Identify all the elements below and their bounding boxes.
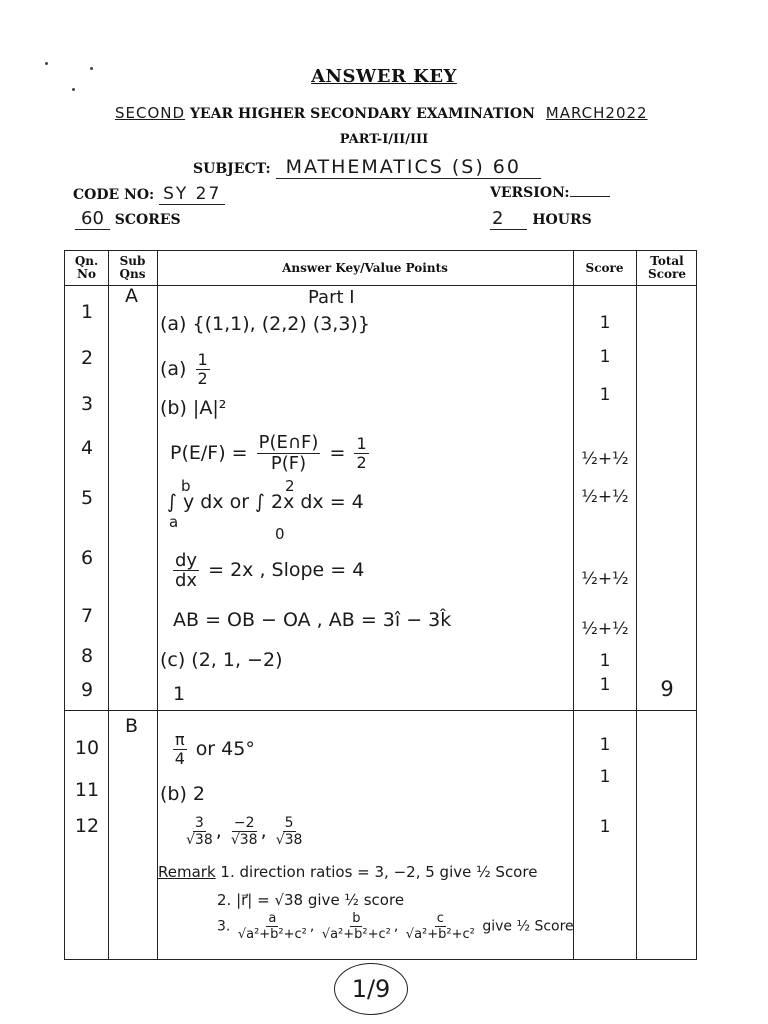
qn-number: 1 <box>80 301 94 323</box>
fraction <box>238 911 307 942</box>
score-value: 1 <box>599 735 611 755</box>
fraction <box>196 351 210 388</box>
answer-text: P(E/F) = <box>170 442 248 464</box>
remark-line-2: 2. |r⃗| = √38 give ½ score <box>217 891 405 909</box>
code-label: CODE NO: <box>73 187 155 203</box>
numerator: c <box>436 911 444 926</box>
qn-number: 12 <box>74 815 100 837</box>
section-divider <box>65 710 696 711</box>
version-blank <box>570 184 610 197</box>
remark-prefix: 3. <box>217 918 231 935</box>
denominator: √38 <box>275 832 303 848</box>
session-fill: MARCH2022 <box>545 104 648 122</box>
denominator: √a²+b²+c² <box>237 927 307 942</box>
qn-number: 2 <box>80 347 94 369</box>
qn-number: 6 <box>80 547 94 569</box>
answer-text: = 2x , Slope = 4 <box>208 559 365 581</box>
answer-text: ∫ y dx or ∫ 2x dx = 4 <box>167 491 364 513</box>
fraction <box>257 433 321 474</box>
col-header-sub: Sub Qns <box>119 254 146 281</box>
limit-upper: 2 <box>285 477 295 495</box>
qn-number: 8 <box>80 645 94 667</box>
score-value: 1 <box>599 817 611 837</box>
fraction <box>186 815 213 848</box>
score-value: 1 <box>599 767 611 787</box>
score-value: ½+½ <box>581 449 629 469</box>
score-value: ½+½ <box>581 569 629 589</box>
part-title: Part I <box>308 287 355 308</box>
denominator: dx <box>175 570 198 591</box>
code-line <box>73 184 225 204</box>
remark-label: Remark <box>158 863 216 881</box>
score-value: 1 <box>599 675 611 695</box>
code-fill: SY 27 <box>159 184 225 205</box>
numerator: 1 <box>356 434 367 453</box>
limit-lower: a <box>169 513 179 531</box>
subject-line <box>193 156 541 178</box>
denominator: √a²+b²+c² <box>405 927 475 942</box>
fraction <box>173 551 199 590</box>
remark-line-1 <box>158 863 537 881</box>
section-label-a: A <box>125 285 138 307</box>
denominator: √38 <box>186 832 213 848</box>
answer-text: (b) |A|² <box>160 397 227 419</box>
answer-block <box>160 351 213 388</box>
numerator: −2 <box>233 815 255 831</box>
qn-number: 7 <box>80 605 94 627</box>
col-divider <box>636 251 637 959</box>
remark-line-3: 3. $\frac{a}{\text{√a²+b²+c²}}$ , $\frac{b}{\text{√a²+b²+c²}}$ , $\frac{c}{\text{√a²+b²+c²}}$ give ½ Score <box>217 911 574 942</box>
scores-fill: 60 <box>75 208 110 230</box>
answer-block <box>170 433 372 474</box>
subject-label: SUBJECT: <box>193 161 271 177</box>
denominator: 2 <box>356 453 367 472</box>
score-value: ½+½ <box>581 487 629 507</box>
speck <box>45 62 48 65</box>
fraction <box>173 731 187 768</box>
col-divider <box>108 251 109 959</box>
section-label-b: B <box>125 715 139 737</box>
score-value: ½+½ <box>581 619 629 639</box>
fraction <box>231 815 258 848</box>
denominator: 4 <box>174 749 185 768</box>
limit-lower: 0 <box>275 525 285 543</box>
qn-number: 11 <box>74 779 100 801</box>
answer-table <box>64 250 697 960</box>
numerator: 5 <box>284 815 294 831</box>
col-divider <box>157 251 158 959</box>
qn-number: 10 <box>74 737 100 759</box>
scores-label: SCORES <box>114 212 181 228</box>
remark-suffix: give ½ Score <box>482 918 574 935</box>
denominator: P(F) <box>270 453 307 474</box>
score-value: 1 <box>599 313 611 333</box>
answer-text: or 45° <box>195 738 255 760</box>
numerator: a <box>268 911 277 926</box>
year-fill: SECOND <box>115 104 186 122</box>
numerator: dy <box>175 550 198 571</box>
answer-block <box>170 731 255 768</box>
answer-text: 1 <box>173 683 186 705</box>
numerator: b <box>352 911 361 926</box>
hours-label: HOURS <box>532 212 592 228</box>
qn-number: 9 <box>80 679 94 701</box>
speck <box>72 88 75 91</box>
answer-block: $\frac{3}{√38}$ , $\frac{-2}{√38}$ , $\frac{5}{√38}$ <box>186 815 303 848</box>
scores-line <box>75 208 181 229</box>
version-line <box>490 184 610 201</box>
col-header-qn: Qn. No <box>74 254 99 281</box>
header-divider <box>65 285 696 286</box>
page-title: ANSWER KEY <box>311 66 457 87</box>
qn-number: 4 <box>80 437 94 459</box>
exam-text: YEAR HIGHER SECONDARY EXAMINATION <box>189 106 535 122</box>
hours-line <box>490 208 592 229</box>
hours-fill: 2 <box>490 208 527 230</box>
answer-block <box>170 551 364 590</box>
score-value: 1 <box>599 385 611 405</box>
version-label: VERSION: <box>490 185 570 201</box>
qn-number: 3 <box>80 393 94 415</box>
fraction <box>406 911 475 942</box>
remark-text: 1. direction ratios = 3, −2, 5 give ½ Score <box>220 863 538 881</box>
fraction <box>322 911 391 942</box>
numerator: P(E∩F) <box>258 432 319 453</box>
equals-sign: = <box>329 442 346 464</box>
answer-text: (c) (2, 1, −2) <box>160 649 283 671</box>
answer-text: (a) <box>160 358 187 380</box>
numerator: π <box>175 730 185 749</box>
col-header-score: Score <box>585 260 624 275</box>
col-header-total: Total Score <box>648 254 686 281</box>
answer-text: (b) 2 <box>160 783 206 805</box>
denominator: √a²+b²+c² <box>321 927 391 942</box>
denominator: √38 <box>230 832 258 848</box>
total-score-a: 9 <box>660 677 674 701</box>
answer-text: AB = OB − OA , AB = 3î − 3k̂ <box>173 609 452 631</box>
score-value: 1 <box>599 347 611 367</box>
exam-line <box>115 104 648 122</box>
part-line: PART-I/II/III <box>339 132 429 147</box>
col-header-answer: Answer Key/Value Points <box>282 260 448 275</box>
numerator: 3 <box>194 815 204 831</box>
page-number: 1/9 <box>334 963 408 1015</box>
numerator: 1 <box>197 350 208 369</box>
score-value: 1 <box>599 651 611 671</box>
limit-upper: b <box>181 477 191 495</box>
fraction <box>354 435 368 472</box>
subject-fill: MATHEMATICS (S) 60 <box>276 156 541 179</box>
denominator: 2 <box>197 369 208 388</box>
qn-number: 5 <box>80 487 94 509</box>
answer-text: (a) {(1,1), (2,2) (3,3)} <box>160 313 370 335</box>
fraction <box>276 815 303 848</box>
